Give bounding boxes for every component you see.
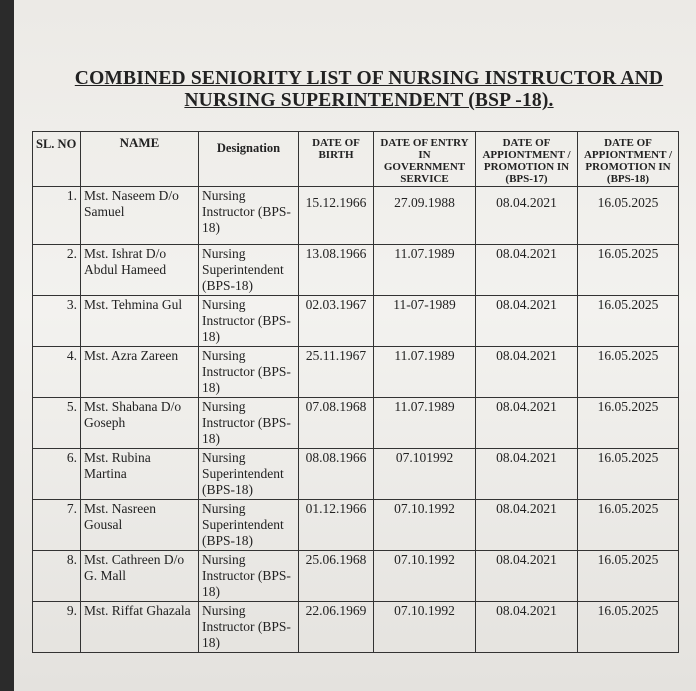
cell-name: Mst. Shabana D/o Goseph bbox=[81, 398, 199, 449]
table-row bbox=[33, 551, 679, 602]
cell-date-of-entry: 11.07.1989 bbox=[374, 245, 476, 296]
table-row bbox=[33, 449, 679, 500]
table-row bbox=[33, 347, 679, 398]
cell-date-of-promotion: 16.05.2025 bbox=[578, 602, 679, 653]
table-body bbox=[33, 187, 679, 653]
cell-date-of-entry: 07.10.1992 bbox=[374, 500, 476, 551]
cell-name: Mst. Nasreen Gousal bbox=[81, 500, 199, 551]
table-row bbox=[33, 245, 679, 296]
header-sl-no: SL. NO bbox=[33, 132, 81, 187]
cell-date-of-birth: 01.12.1966 bbox=[299, 500, 374, 551]
cell-date-of-promotion: 16.05.2025 bbox=[578, 500, 679, 551]
table-row bbox=[33, 500, 679, 551]
cell-designation: Nursing Instructor (BPS-18) bbox=[199, 398, 299, 449]
cell-sl-no: 2. bbox=[33, 245, 81, 296]
cell-date-of-birth: 13.08.1966 bbox=[299, 245, 374, 296]
cell-sl-no: 5. bbox=[33, 398, 81, 449]
cell-date-of-appointment: 08.04.2021 bbox=[476, 602, 578, 653]
cell-sl-no: 4. bbox=[33, 347, 81, 398]
header-date-of-appointment-bps17: DATE OF APPIONTMENT / PROMOTION IN (BPS-17) bbox=[476, 132, 578, 187]
cell-name: Mst. Azra Zareen bbox=[81, 347, 199, 398]
table-header-row bbox=[33, 132, 679, 187]
title-line-1: COMBINED SENIORITY LIST OF NURSING INSTRUCTOR AND bbox=[74, 68, 664, 89]
cell-date-of-entry: 11-07-1989 bbox=[374, 296, 476, 347]
cell-date-of-appointment: 08.04.2021 bbox=[476, 551, 578, 602]
cell-date-of-appointment: 08.04.2021 bbox=[476, 347, 578, 398]
cell-date-of-entry: 27.09.1988 bbox=[374, 187, 476, 245]
cell-date-of-appointment: 08.04.2021 bbox=[476, 245, 578, 296]
cell-designation: Nursing Superintendent (BPS-18) bbox=[199, 449, 299, 500]
cell-date-of-promotion: 16.05.2025 bbox=[578, 347, 679, 398]
cell-designation: Nursing Instructor (BPS-18) bbox=[199, 551, 299, 602]
cell-date-of-promotion: 16.05.2025 bbox=[578, 551, 679, 602]
header-name: NAME bbox=[81, 132, 199, 187]
cell-date-of-entry: 07.10.1992 bbox=[374, 602, 476, 653]
cell-date-of-appointment: 08.04.2021 bbox=[476, 500, 578, 551]
cell-date-of-promotion: 16.05.2025 bbox=[578, 245, 679, 296]
cell-designation: Nursing Instructor (BPS-18) bbox=[199, 296, 299, 347]
cell-designation: Nursing Instructor (BPS-18) bbox=[199, 187, 299, 245]
cell-designation: Nursing Instructor (BPS-18) bbox=[199, 602, 299, 653]
cell-date-of-promotion: 16.05.2025 bbox=[578, 187, 679, 245]
cell-sl-no: 1. bbox=[33, 187, 81, 245]
title-line-2: NURSING SUPERINTENDENT (BSP -18). bbox=[184, 90, 554, 111]
header-designation: Designation bbox=[199, 132, 299, 187]
header-date-of-entry: DATE OF ENTRY IN GOVERNMENT SERVICE bbox=[374, 132, 476, 187]
cell-date-of-promotion: 16.05.2025 bbox=[578, 398, 679, 449]
cell-designation: Nursing Instructor (BPS-18) bbox=[199, 347, 299, 398]
cell-date-of-birth: 08.08.1966 bbox=[299, 449, 374, 500]
cell-sl-no: 7. bbox=[33, 500, 81, 551]
cell-designation: Nursing Superintendent (BPS-18) bbox=[199, 245, 299, 296]
cell-date-of-birth: 07.08.1968 bbox=[299, 398, 374, 449]
table-row bbox=[33, 187, 679, 245]
header-date-of-birth: DATE OF BIRTH bbox=[299, 132, 374, 187]
cell-date-of-appointment: 08.04.2021 bbox=[476, 296, 578, 347]
cell-date-of-birth: 15.12.1966 bbox=[299, 187, 374, 245]
cell-date-of-entry: 11.07.1989 bbox=[374, 398, 476, 449]
seniority-table bbox=[32, 131, 679, 653]
cell-date-of-appointment: 08.04.2021 bbox=[476, 187, 578, 245]
cell-date-of-entry: 07.101992 bbox=[374, 449, 476, 500]
cell-sl-no: 9. bbox=[33, 602, 81, 653]
cell-date-of-birth: 25.06.1968 bbox=[299, 551, 374, 602]
table-row bbox=[33, 398, 679, 449]
cell-date-of-promotion: 16.05.2025 bbox=[578, 449, 679, 500]
cell-name: Mst. Riffat Ghazala bbox=[81, 602, 199, 653]
cell-name: Mst. Rubina Martina bbox=[81, 449, 199, 500]
cell-date-of-appointment: 08.04.2021 bbox=[476, 449, 578, 500]
cell-sl-no: 3. bbox=[33, 296, 81, 347]
cell-date-of-entry: 11.07.1989 bbox=[374, 347, 476, 398]
cell-designation: Nursing Superintendent (BPS-18) bbox=[199, 500, 299, 551]
cell-date-of-appointment: 08.04.2021 bbox=[476, 398, 578, 449]
cell-date-of-birth: 02.03.1967 bbox=[299, 296, 374, 347]
cell-sl-no: 8. bbox=[33, 551, 81, 602]
cell-date-of-birth: 22.06.1969 bbox=[299, 602, 374, 653]
cell-sl-no: 6. bbox=[33, 449, 81, 500]
cell-name: Mst. Cathreen D/o G. Mall bbox=[81, 551, 199, 602]
table-row bbox=[33, 602, 679, 653]
cell-name: Mst. Ishrat D/o Abdul Hameed bbox=[81, 245, 199, 296]
cell-name: Mst. Naseem D/o Samuel bbox=[81, 187, 199, 245]
cell-date-of-promotion: 16.05.2025 bbox=[578, 296, 679, 347]
header-date-of-promotion-bps18: DATE OF APPIONTMENT / PROMOTION IN (BPS-18) bbox=[578, 132, 679, 187]
cell-date-of-entry: 07.10.1992 bbox=[374, 551, 476, 602]
document-title bbox=[74, 68, 664, 112]
table-row bbox=[33, 296, 679, 347]
cell-name: Mst. Tehmina Gul bbox=[81, 296, 199, 347]
cell-date-of-birth: 25.11.1967 bbox=[299, 347, 374, 398]
